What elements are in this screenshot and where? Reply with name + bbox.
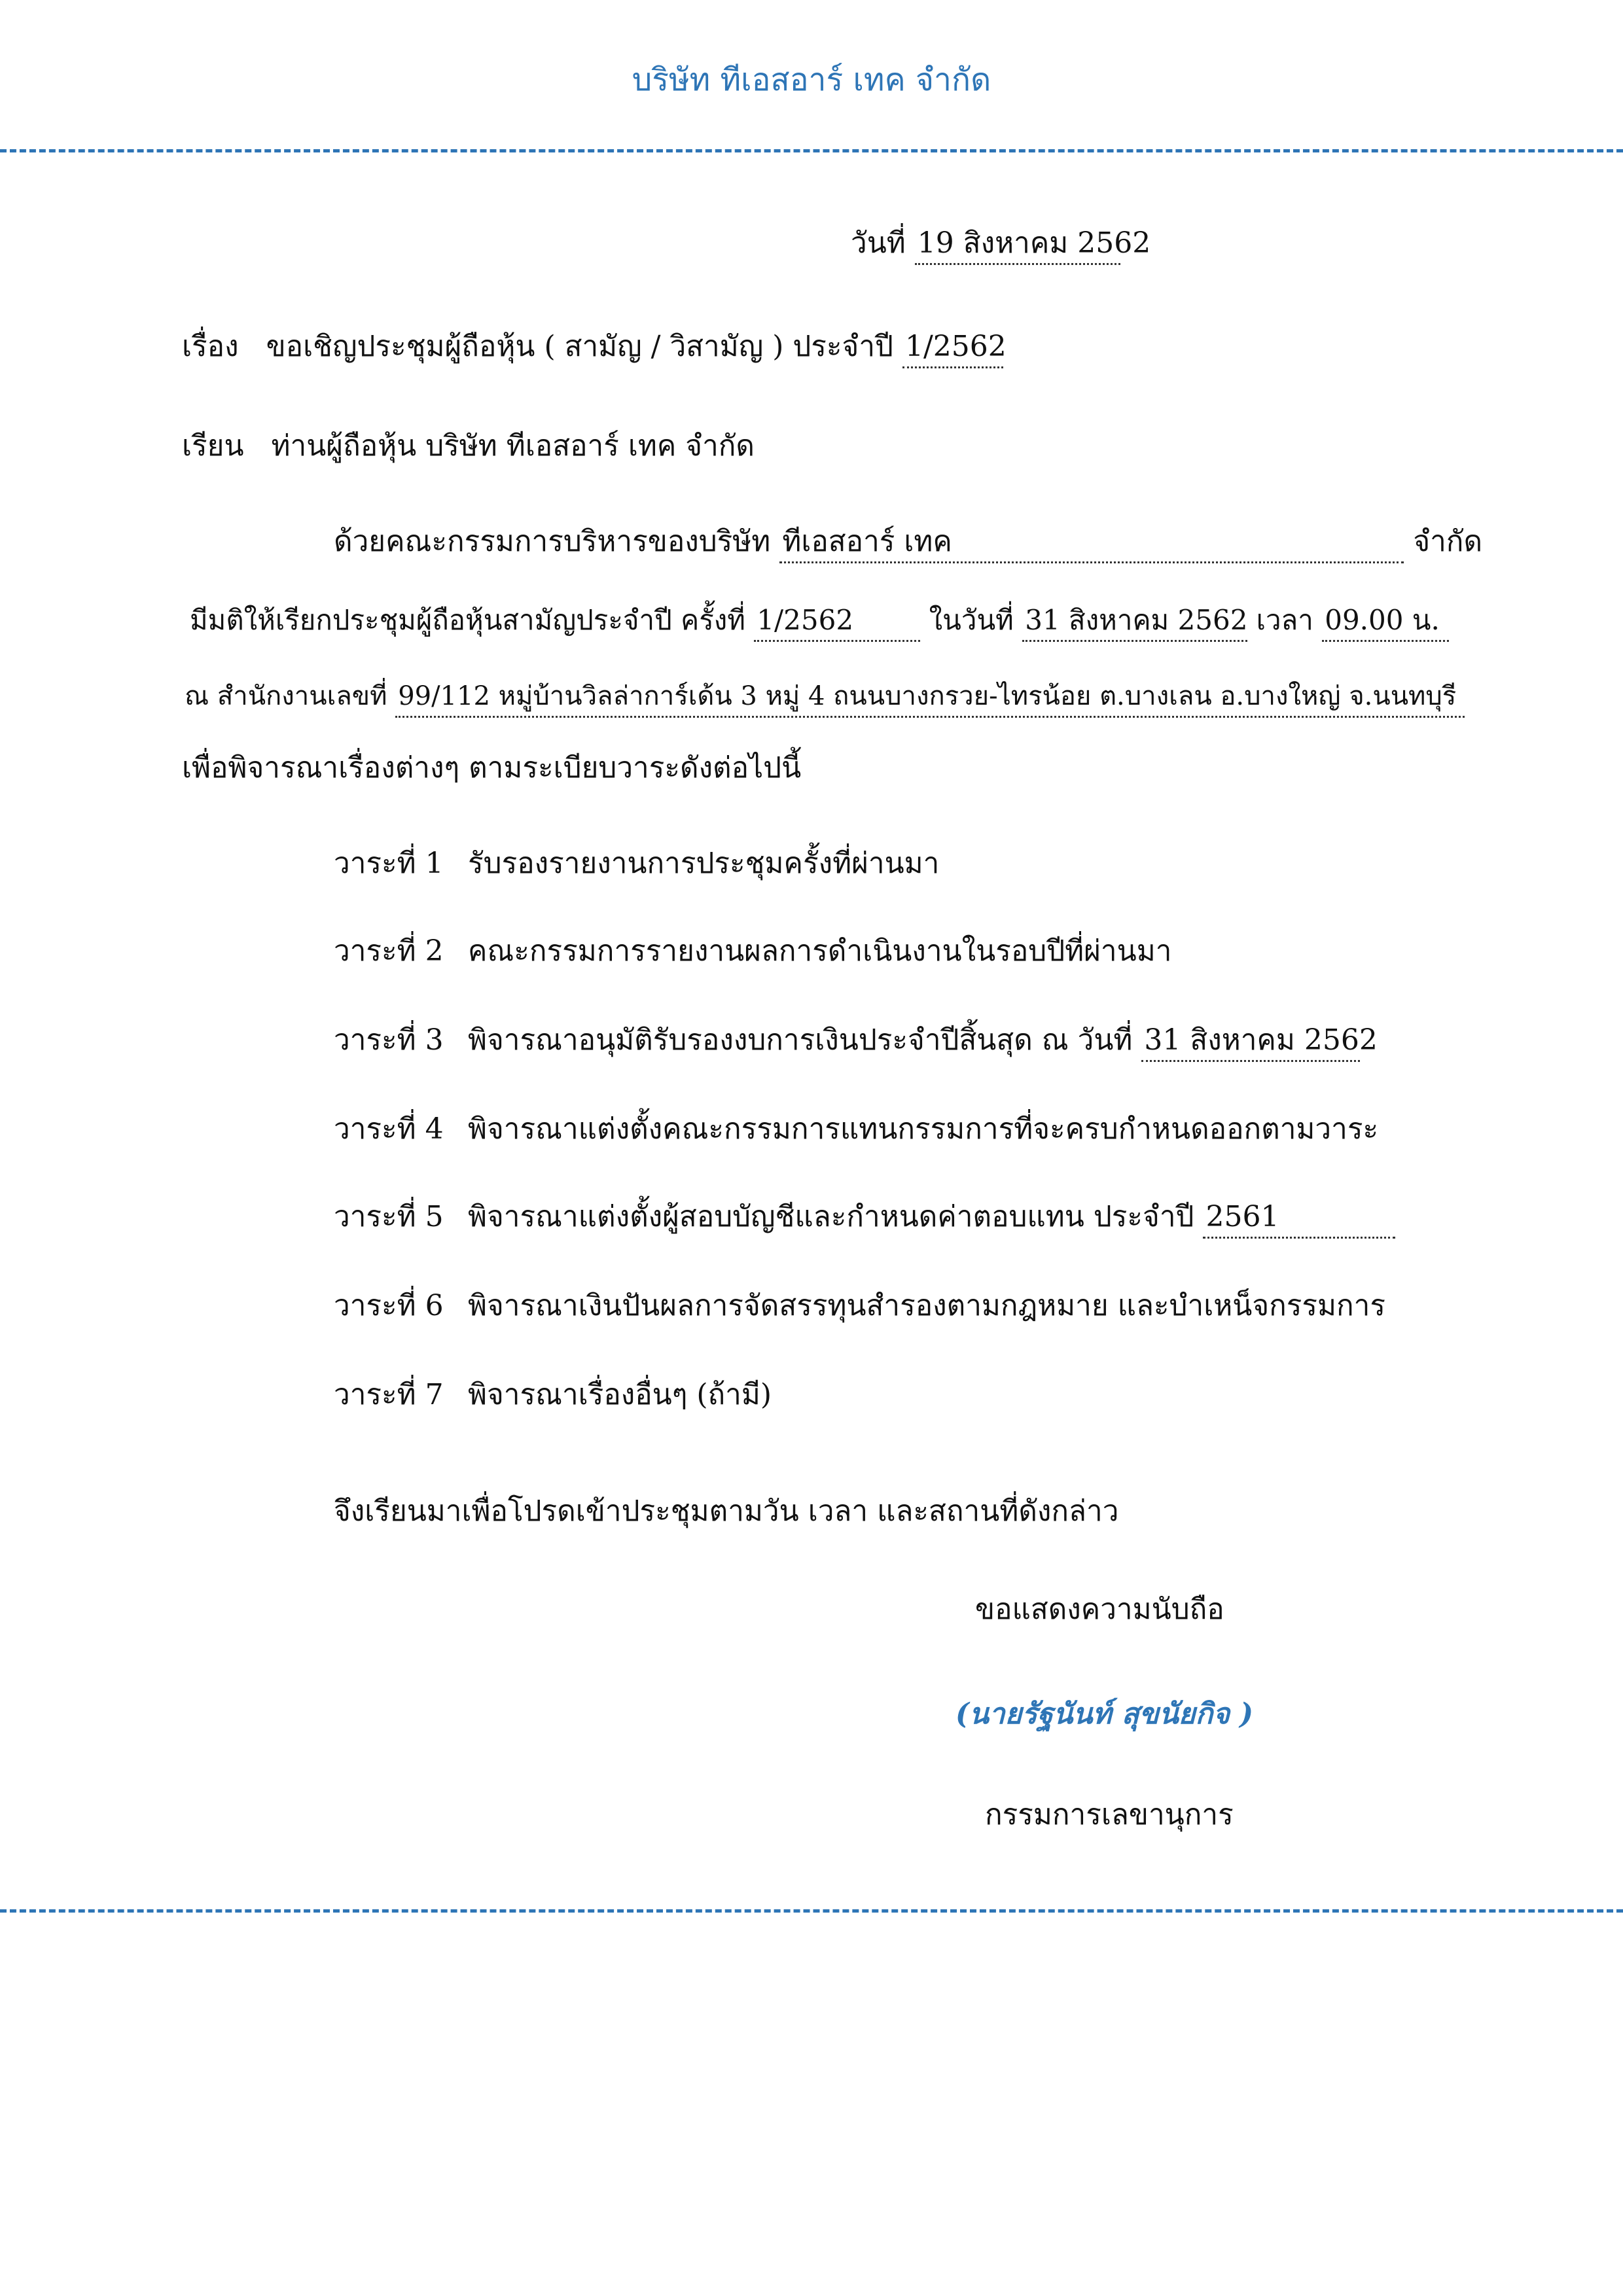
time-label: เวลา (1256, 604, 1313, 636)
agenda-item (334, 1021, 1378, 1062)
subject-text: ขอเชิญประชุมผู้ถือหุ้น ( สามัญ / วิสามัญ ) ประจำปี (266, 330, 893, 363)
company-header: บริษัท ทีเอสอาร์ เทค จำกัด (632, 62, 991, 98)
company-fill: ทีเอสอาร์ เทค (779, 522, 1404, 563)
top-divider (0, 149, 1623, 152)
resolution-text: มีมติให้เรียกประชุมผู้ถือหุ้นสามัญประจำปี ครั้งที่ (190, 604, 745, 636)
agenda-fill: 2561 (1203, 1197, 1395, 1239)
agenda-fill: 31 สิงหาคม 2562 (1141, 1021, 1360, 1062)
subject-label: เรื่อง (182, 330, 239, 363)
agenda-text: พิจารณาเงินปันผลการจัดสรรทุนสำรองตามกฎหมาย และบำเหน็จกรรมการ (468, 1289, 1385, 1322)
agenda-text: พิจารณาอนุมัติรับรองงบการเงินประจำปีสิ้นสุด ณ วันที่ (468, 1023, 1133, 1057)
subject-year: 1/2562 (902, 327, 1003, 368)
regards-text: ขอแสดงความนับถือ (975, 1593, 1224, 1626)
company-suffix: จำกัด (1413, 525, 1483, 558)
bottom-divider (0, 1909, 1623, 1913)
date-value: 19 สิงหาคม 2562 (915, 224, 1120, 265)
office-address: 99/112 หมู่บ้านวิลล่าการ์เด้น 3 หมู่ 4 ถนนบางกรวย-ไทรน้อย ต.บางเลน อ.บางใหญ่ จ.นนทบุรี (395, 677, 1465, 718)
agenda-number: วาระที่ 4 (334, 1112, 444, 1146)
agenda-number: วาระที่ 6 (334, 1289, 444, 1322)
to-line (182, 427, 755, 466)
agenda-number: วาระที่ 7 (334, 1378, 444, 1411)
agenda-text: คณะกรรมการรายงานผลการดำเนินงานในรอบปีที่ผ่านมา (468, 934, 1172, 968)
subject-line (182, 327, 1007, 368)
body-line-1 (334, 522, 1482, 563)
signatory-position: กรรมการเลขานุการ (985, 1798, 1234, 1831)
date-label-2: ในวันที่ (929, 604, 1014, 636)
to-text: ท่านผู้ถือหุ้น บริษัท ทีเอสอาร์ เทค จำกัด (271, 429, 755, 463)
body-line-4: เพื่อพิจารณาเรื่องต่างๆ ตามระเบียบวาระดังต่อไปนี้ (182, 751, 802, 785)
agenda-number: วาระที่ 5 (334, 1200, 444, 1233)
agenda-number: วาระที่ 3 (334, 1023, 444, 1057)
agenda-number: วาระที่ 2 (334, 934, 444, 968)
agenda-item (334, 1375, 772, 1415)
agenda-item (334, 1197, 1395, 1239)
agenda-text: พิจารณาแต่งตั้งผู้สอบบัญชีและกำหนดค่าตอบแทน ประจำปี (468, 1200, 1194, 1233)
agenda-item (334, 932, 1171, 971)
agenda-text: พิจารณาแต่งตั้งคณะกรรมการแทนกรรมการที่จะครบกำหนดออกตามวาระ (468, 1112, 1379, 1146)
body-line-3 (185, 677, 1465, 718)
to-label: เรียน (182, 429, 244, 463)
meeting-number: 1/2562 (754, 601, 920, 642)
meeting-time: 09.00 น. (1322, 601, 1449, 642)
body-line-2 (190, 601, 1449, 642)
office-label: ณ สำนักงานเลขที่ (185, 681, 387, 711)
meeting-date: 31 สิงหาคม 2562 (1022, 601, 1247, 642)
date-label: วันที่ (851, 226, 906, 260)
signature-name: (นายรัฐนันท์ สุขนัยกิจ ) (955, 1697, 1254, 1731)
agenda-item (334, 1110, 1378, 1149)
date-line (851, 224, 1151, 265)
agenda-text: พิจารณาเรื่องอื่นๆ (ถ้ามี) (468, 1378, 772, 1411)
agenda-item (334, 1286, 1385, 1326)
agenda-item (334, 844, 939, 883)
agenda-text: รับรองรายงานการประชุมครั้งที่ผ่านมา (468, 847, 940, 880)
closing-text: จึงเรียนมาเพื่อโปรดเข้าประชุมตามวัน เวลา และสถานที่ดังกล่าว (334, 1494, 1119, 1528)
agenda-number: วาระที่ 1 (334, 847, 444, 880)
body-intro: ด้วยคณะกรรมการบริหารของบริษัท (334, 525, 771, 558)
